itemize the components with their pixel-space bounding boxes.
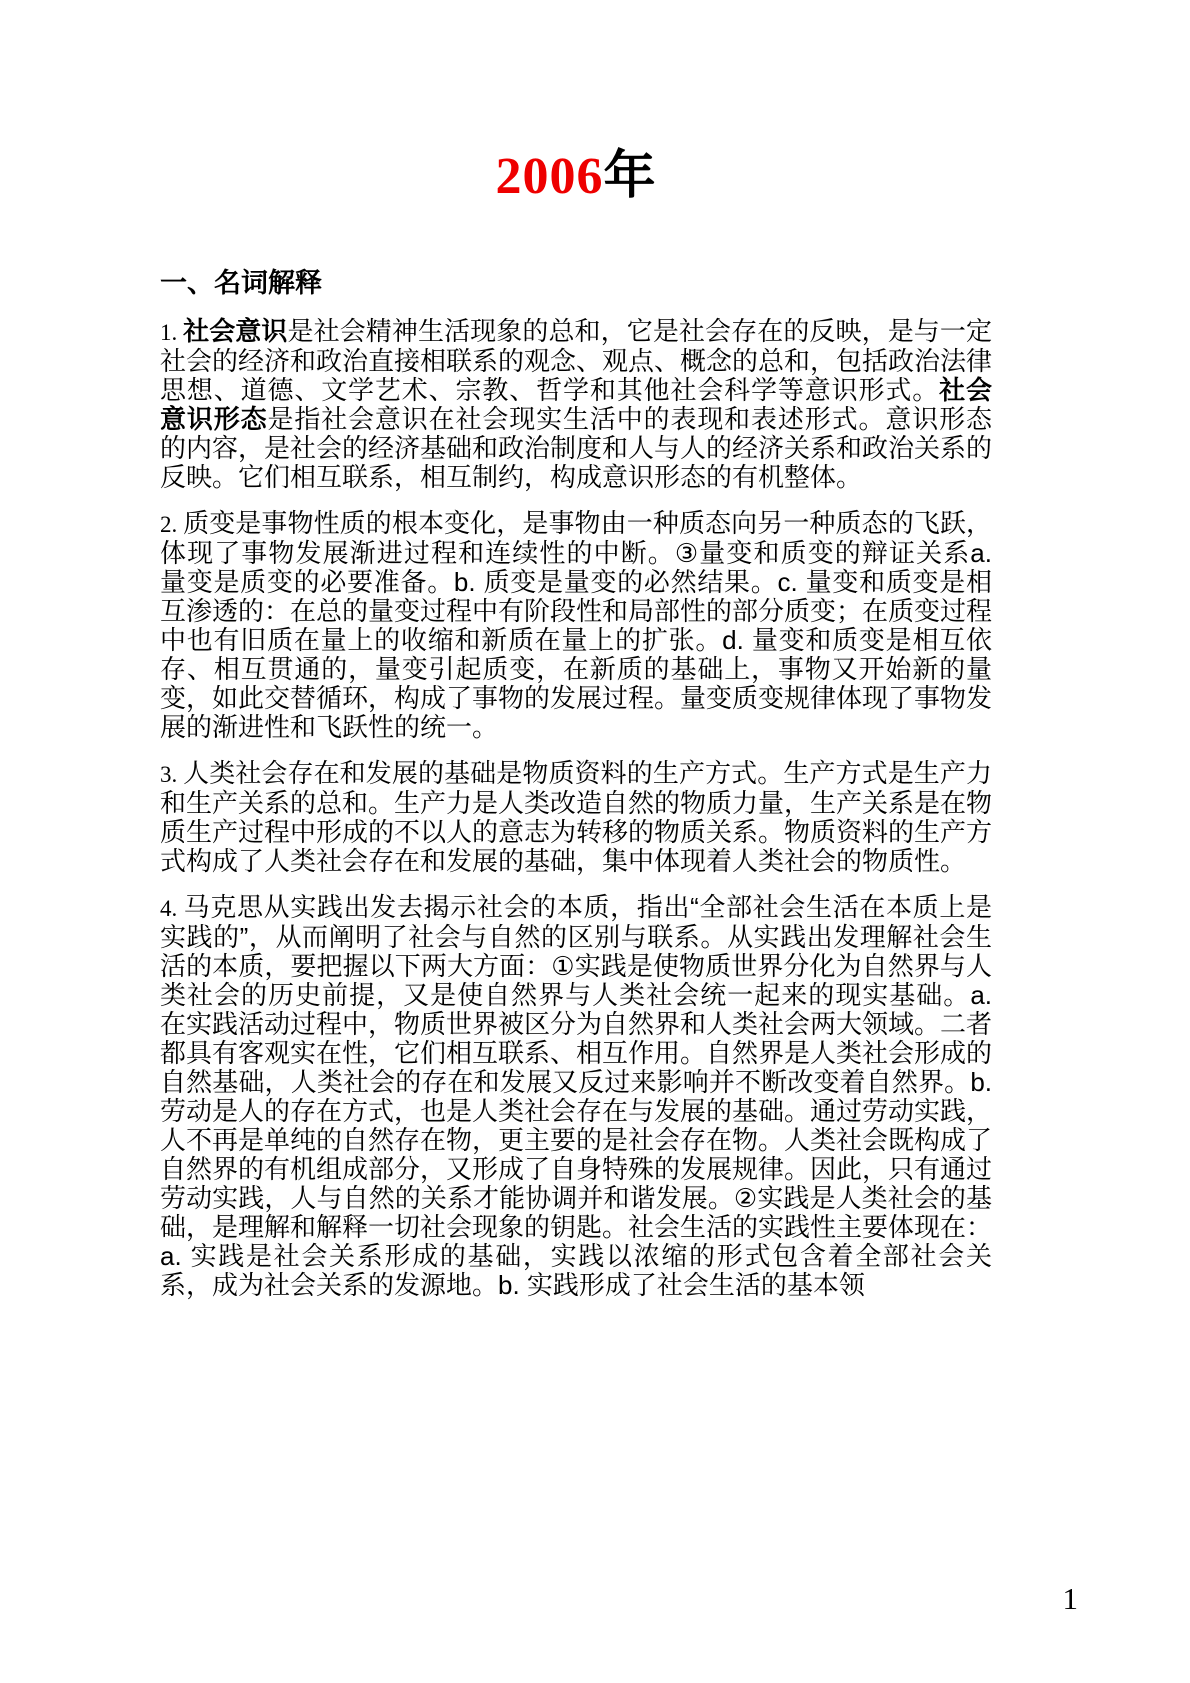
paragraph-4: [160, 893, 992, 1300]
paragraph-1-number: 1.: [160, 319, 184, 345]
paragraph-1-text-run-2: 是指社会意识在社会现实生活中的表现和表述形式。意识形态的内容，是社会的经济基础和政治制度和人与人的经济关系和政治关系的反映。它们相互联系，相互制约，构成意识形态的有机整体。: [160, 403, 993, 492]
section-heading: 一、名词解释: [160, 268, 322, 299]
paragraph-4-text-run: 马克思从实践出发去揭示社会的本质，指出“全部社会生活在本质上是实践的”，从而阐明了社会与自然的区别与联系。从实践出发理解社会生活的本质，要把握以下两大方面：①实践是使物质世界分化为自然界与人类社会的历史前提，又是使自然界与人类社会统一起来的现实基础。a. 在实践活动过程中，物质世界被区分为自然界和人类社会两大领域。二者都具有客观实在性，它们相互联系、相互作用。自然界是人类社会形成的自然基础，人类社会的存在和发展又反过来影响并不断改变着自然界。b. 劳动是人的存在方式，也是人类社会存在与发展的基础。通过劳动实践，人不再是单纯的自然存在物，更主要的是社会存在物。人类社会既构成了自然界的有机组成部分，又形成了自身特殊的发展规律。因此，只有通过劳动实践，人与自然的关系才能协调并和谐发展。②实践是人类社会的基础，是理解和解释一切社会现象的钥匙。社会生活的实践性主要体现在：a. 实践是社会关系形成的基础，实践以浓缩的形式包含着全部社会关系，成为社会关系的发源地。b. 实践形成了社会生活的基本领: [160, 891, 993, 1300]
paragraph-4-number: 4.: [160, 895, 184, 921]
page-number: 1: [1062, 1581, 1078, 1616]
paragraph-3-text-run: 人类社会存在和发展的基础是物质资料的生产方式。生产方式是生产力和生产关系的总和。生产力是人类改造自然的物质力量，生产关系是在物质生产过程中形成的不以人的意志为转移的物质关系。物质资料的生产方式构成了人类社会存在和发展的基础，集中体现着人类社会的物质性。: [160, 757, 993, 876]
title-year: 2006: [495, 148, 604, 205]
paragraph-1: [160, 317, 992, 492]
paragraph-2: [160, 509, 992, 742]
paragraph-1-bold-term-2: 社会意识形态: [160, 374, 992, 434]
paragraph-3-number: 3.: [160, 761, 184, 787]
paragraph-3: [160, 759, 992, 876]
title-year-suffix: 年: [603, 147, 657, 205]
paragraph-1-text-run-1: 是社会精神生活现象的总和，它是社会存在的反映，是与一定社会的经济和政治直接相联系的观念、观点、概念的总和，包括政治法律思想、道德、文学艺术、宗教、哲学和其他社会科学等意识形式。: [160, 315, 993, 405]
paragraph-2-text-run: 质变是事物性质的根本变化，是事物由一种质态向另一种质态的飞跃，体现了事物发展渐进过程和连续性的中断。③量变和质变的辩证关系a. 量变是质变的必要准备。b. 质变是量变的必然结果。c. 量变和质变是相互渗透的：在总的量变过程中有阶段性和局部性的部分质变；在质变过程中也有旧质在量上的收缩和新质在量上的扩张。d. 量变和质变是相互依存、相互贯通的，量变引起质变，在新质的基础上，事物又开始新的量变，如此交替循环，构成了事物的发展过程。量变质变规律体现了事物发展的渐进性和飞跃性的统一。: [160, 507, 993, 742]
paragraph-1-bold-term-1: 社会意识: [183, 315, 288, 346]
document-content: [160, 0, 992, 1300]
document-title: [160, 0, 992, 205]
paragraph-2-number: 2.: [160, 511, 184, 537]
